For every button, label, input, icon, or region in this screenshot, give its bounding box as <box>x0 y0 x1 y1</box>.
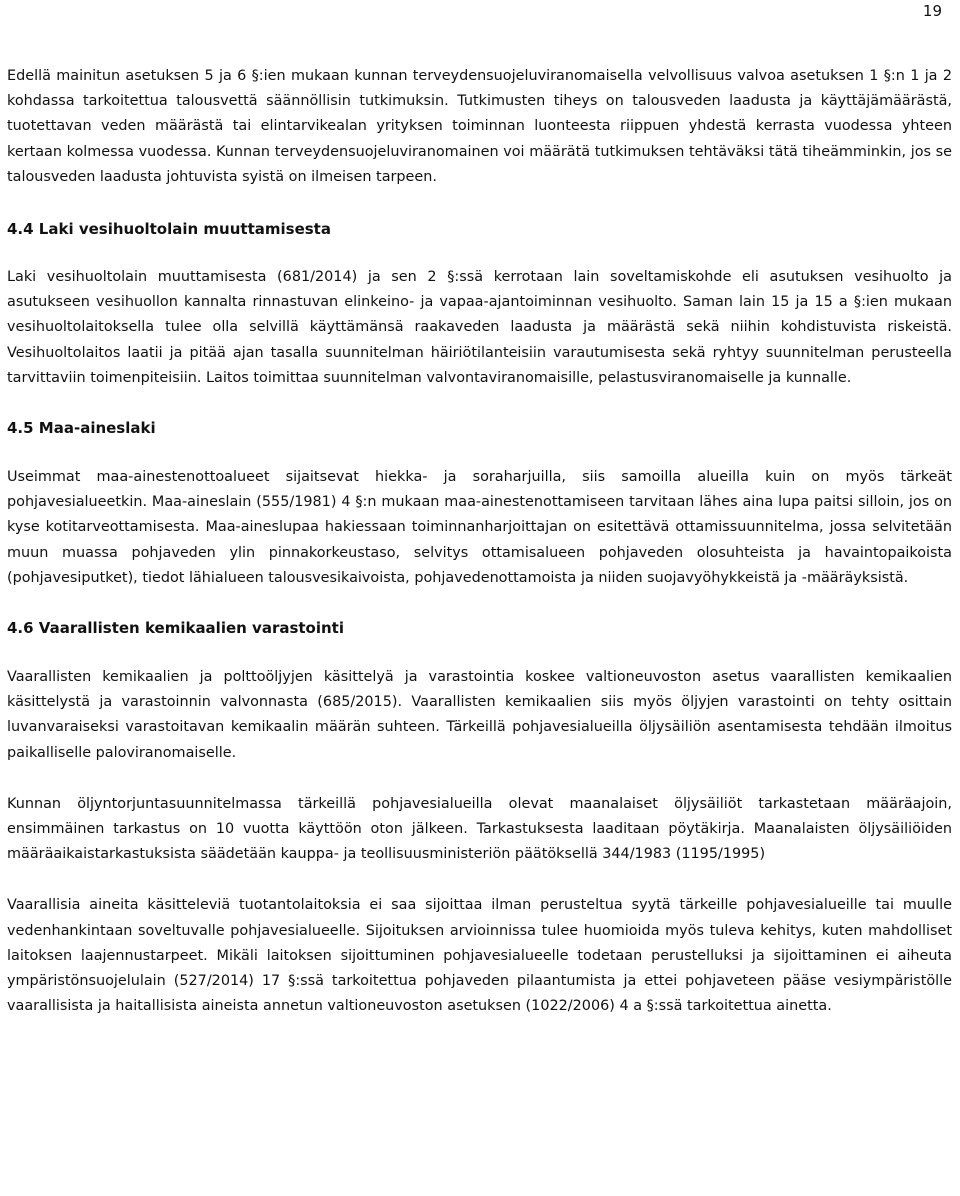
document-body <box>7 64 952 1019</box>
section-heading: 4.6 Vaarallisten kemikaalien varastointi <box>7 619 344 638</box>
section-heading: 4.4 Laki vesihuoltolain muuttamisesta <box>7 220 331 239</box>
section-heading: 4.5 Maa-aineslaki <box>7 419 156 438</box>
paragraph: Vaarallisia aineita käsitteleviä tuotantolaitoksia ei saa sijoittaa ilman perusteltua syytä tärkeille pohjavesialueille tai muulle vedenhankintaan soveltuvalle pohjavesialueelle. Sijoituksen arvioinnissa tulee huomioida myös tuleva kehitys, kuten mahdolliset laitoksen laajennustarpeet. Mikäli laitoksen sijoittuminen pohjavesialueelle todetaan perustelluksi ja sijoittaminen ei aiheuta ympäristönsuojelulain (527/2014) 17 §:ssä tarkoitettua pohjaveden pilaantumista ja ettei pohjaveteen pääse vesiympäristölle vaarallisista ja haitallisista aineista annetun valtioneuvoston asetuksen (1022/2006) 4 a §:ssä tarkoitettua ainetta. <box>7 897 952 1015</box>
paragraph: Useimmat maa-ainestenottoalueet sijaitsevat hiekka- ja soraharjuilla, siis samoilla alueilla kuin on myös tärkeät pohjavesialueetkin. Maa-aineslain (555/1981) 4 §:n mukaan maa-ainestenottamiseen tarvitaan lähes aina lupa paitsi silloin, jos on kyse kotitarveottamisesta. Maa-aineslupaa hakiessaan toiminnanharjoittajan on esitettävä ottamissuunnitelma, jossa selvitetään muun muassa pohjaveden ylin pinnakorkeustaso, selvitys ottamisalueen pohjaveden olosuhteista ja havaintopaikoista (pohjavesiputket), tiedot lähialueen talousvesikaivoista, pohjavedenottamoista ja niiden suojavyöhykkeistä ja -määräyksistä. <box>7 469 952 586</box>
paragraph: Vaarallisten kemikaalien ja polttoöljyjen käsittelyä ja varastointia koskee valtioneuvoston asetus vaarallisten kemikaalien käsittelystä ja varastoinnin valvonnasta (685/2015). Vaarallisten kemikaalien siis myös öljyjen varastointi on tehty osittain luvanvaraiseksi varastoitavan kemikaalin määrän suhteen. Tärkeillä pohjavesialueilla öljysäiliön asentamisesta tehdään ilmoitus paikalliselle paloviranomaiselle. <box>7 669 952 761</box>
paragraph: Kunnan öljyntorjuntasuunnitelmassa tärkeillä pohjavesialueilla olevat maanalaiset öljysäiliöt tarkastetaan määräajoin, ensimmäinen tarkastus on 10 vuotta käyttöön oton jälkeen. Tarkastuksesta laaditaan pöytäkirja. Maanalaisten öljysäiliöiden määräaikaistarkastuksista säädetään kauppa- ja teollisuusministeriön päätöksellä 344/1983 (1195/1995) <box>7 795 952 863</box>
paragraph: Edellä mainitun asetuksen 5 ja 6 §:ien mukaan kunnan terveydensuojeluviranomaisella velvollisuus valvoa asetuksen 1 §:n 1 ja 2 kohdassa tarkoitettua talousvettä säännöllisin tutkimuksin. Tutkimusten tiheys on talousveden laadusta ja käyttäjämäärästä, tuotettavan veden määrästä tai elintarvikealan yrityksen toiminnan luonteesta riippuen yhdestä kerrasta vuodessa yhteen kertaan kolmessa vuodessa. Kunnan terveydensuojeluviranomainen voi määrätä tutkimuksen tehtäväksi tätä tiheämminkin, jos se talousveden laadusta johtuvista syistä on ilmeisen tarpeen. <box>7 68 952 185</box>
paragraph: Laki vesihuoltolain muuttamisesta (681/2014) ja sen 2 §:ssä kerrotaan lain soveltamiskohde eli asutuksen vesihuolto ja asutukseen vesihuollon kannalta rinnastuvan elinkeino- ja vapaa-ajantoiminnan vesihuolto. Saman lain 15 ja 15 a §:ien mukaan vesihuoltolaitoksella tulee olla selvillä käyttämänsä raakaveden laadusta ja määrästä sekä niihin kohdistuvista riskeistä. Vesihuoltolaitos laatii ja pitää ajan tasalla suunnitelman häiriötilanteisiin varautumisesta sekä ryhtyy suunnitelman perusteella tarvittaviin toimenpiteisiin. Laitos toimittaa suunnitelman valvontaviranomaisille, pelastusviranomaiselle ja kunnalle. <box>7 269 952 386</box>
page-number: 19 <box>922 2 942 20</box>
